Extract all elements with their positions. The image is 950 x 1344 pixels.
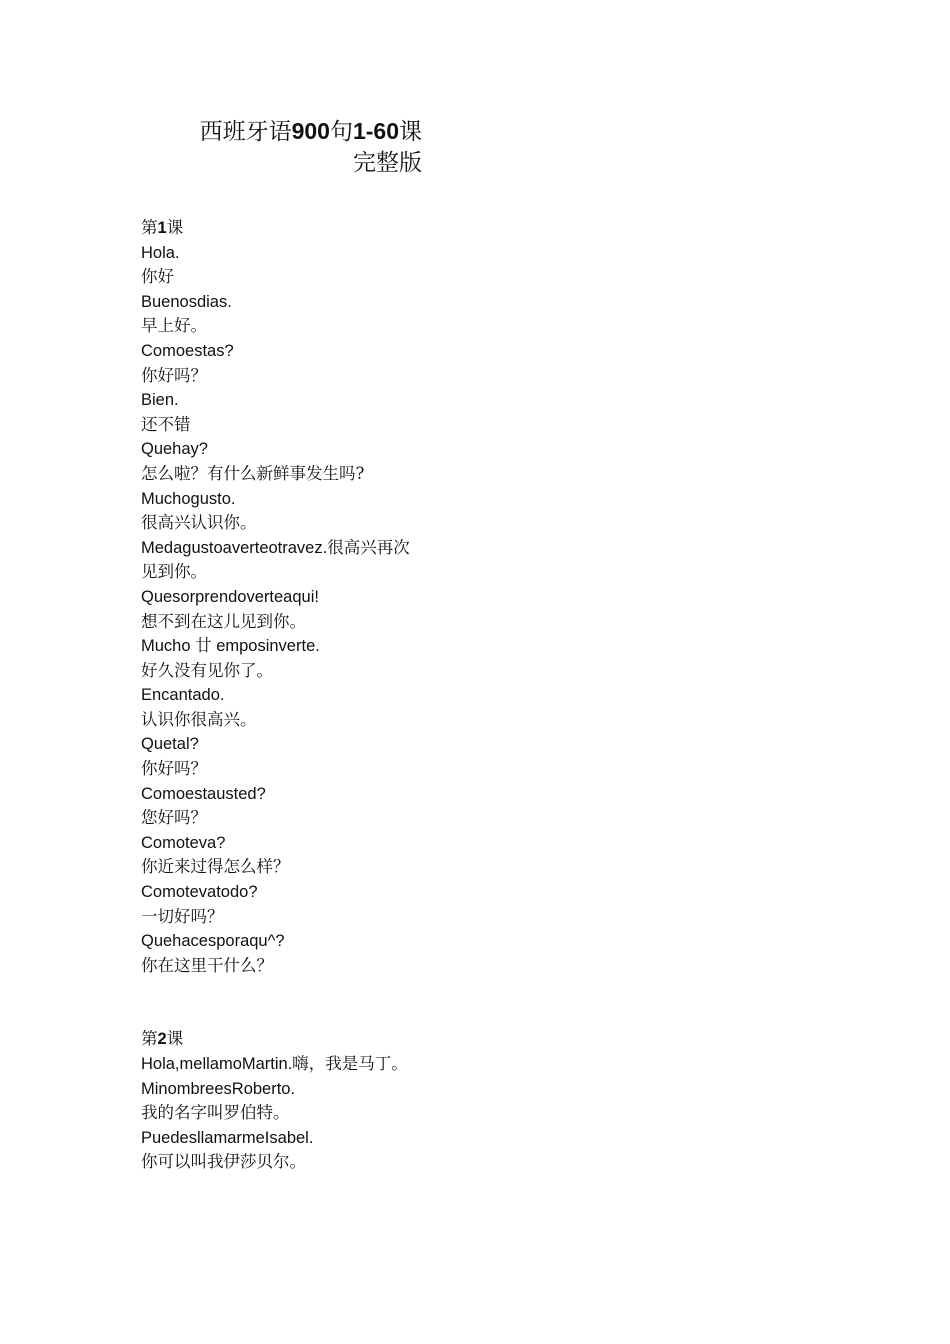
phrase-chinese: 早上好。 (141, 316, 207, 336)
title-line-1 (150, 116, 422, 148)
phrase-chinese: 你好吗？ (141, 759, 207, 779)
phrase-chinese: 认识你很高兴。 (141, 709, 257, 729)
lesson-heading-prefix: 第 (141, 1029, 158, 1049)
lesson-heading-suffix: 课 (166, 1029, 184, 1049)
title-line-2: 完整版 (353, 150, 422, 176)
phrase-mixed: Hola,mellamoMartin.嗨，我是马丁。 (141, 1055, 408, 1073)
phrase-spanish: Comotevatodo? (141, 883, 258, 902)
phrase-chinese: 还不错 (141, 414, 191, 434)
phrase-chinese: 好久没有见你了。 (141, 660, 273, 680)
phrase-chinese: 很高兴认识你。 (141, 513, 257, 533)
phrase-spanish: Muchogusto. (141, 489, 236, 508)
phrase-chinese: 我的名字叫罗伯特。 (141, 1103, 290, 1123)
phrase-spanish: Hola. (141, 243, 180, 262)
phrase-spanish: Quetal? (141, 735, 199, 754)
phrase-spanish: Comoteva? (141, 833, 226, 852)
lesson-number: 1 (157, 219, 167, 237)
phrase-spanish: Mucho 廿 emposinverte. (141, 637, 320, 656)
phrase-spanish: Comoestausted? (141, 784, 266, 803)
phrase-spanish: Quesorprendoverteaqui! (141, 587, 319, 606)
phrase-spanish: PuedesllamarmeIsabel. (141, 1128, 314, 1147)
lesson-2-lines (141, 1052, 426, 1175)
lesson-1-lines (141, 241, 426, 979)
title-range: 1-60 (352, 118, 399, 144)
lesson-1-heading (141, 216, 426, 241)
document-body (141, 216, 426, 1175)
phrase-spanish: Comoestas? (141, 341, 234, 360)
lesson-heading-prefix: 第 (141, 218, 158, 237)
phrase-spanish: Encantado. (141, 686, 225, 705)
phrase-chinese: 你好吗？ (141, 365, 207, 385)
phrase-chinese: 你近来过得怎么样？ (141, 857, 290, 877)
lesson-spacer (141, 978, 426, 1027)
phrase-chinese: 一切好吗？ (141, 906, 224, 926)
phrase-chinese: 你在这里干什么？ (141, 955, 273, 975)
title-count: 900 (291, 118, 330, 144)
phrase-chinese: 您好吗？ (141, 808, 207, 828)
phrase-chinese: 你好 (141, 267, 174, 287)
phrase-spanish: Buenosdias. (141, 292, 232, 311)
phrase-chinese: 怎么啦？有什么新鲜事发生吗? (141, 463, 365, 483)
document-title (150, 116, 422, 179)
phrase-spanish: Quehay? (141, 440, 208, 459)
lesson-number: 2 (157, 1030, 167, 1049)
title-mid: 句 (329, 119, 353, 145)
title-suffix: 课 (399, 119, 422, 145)
phrase-chinese: 想不到在这儿见到你。 (141, 611, 306, 631)
lesson-heading-suffix: 课 (166, 218, 184, 237)
phrase-chinese: 你可以叫我伊莎贝尔。 (141, 1152, 306, 1172)
phrase-spanish: MinombreesRoberto. (141, 1079, 296, 1098)
phrase-spanish: Bien. (141, 391, 179, 410)
lesson-2-heading (141, 1027, 426, 1052)
title-prefix: 西班牙语 (199, 119, 292, 145)
phrase-mixed: Medagustoaverteotravez.很高兴再次见到你。 (141, 538, 410, 582)
phrase-spanish: Quehacesporaqu^? (141, 932, 285, 951)
